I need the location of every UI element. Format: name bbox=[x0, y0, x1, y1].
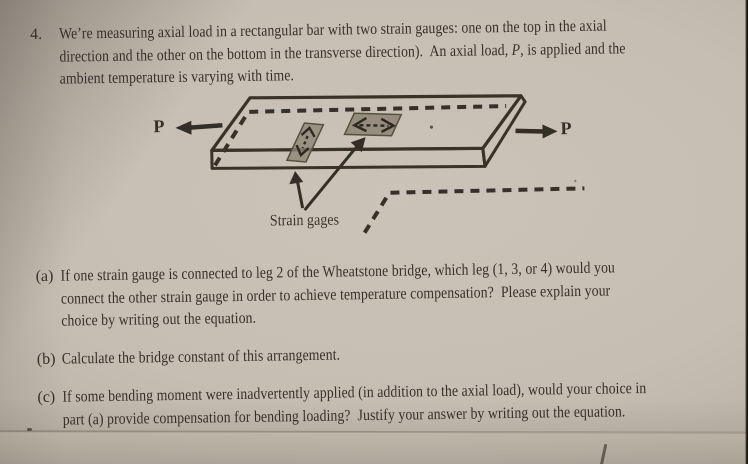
bar-drawing bbox=[138, 80, 585, 239]
right-load-label: P bbox=[560, 118, 572, 139]
statement-text: , is applied and the bbox=[520, 39, 626, 59]
left-load-arrow bbox=[188, 125, 222, 128]
gauge-pointer-arrow-left-head bbox=[289, 171, 303, 184]
part-c-line: If some bending moment were inadvertently applied (in addition to the axial load), would your choice in bbox=[62, 379, 647, 406]
part-a-label: (a) bbox=[35, 267, 54, 286]
part-a-line: If one strain gauge is connected to leg 2 of the Wheatstone bridge, which leg (1, 3, or 4) would you bbox=[60, 259, 616, 285]
part-b-line: Calculate the bridge constant of this arrangement. bbox=[61, 346, 341, 368]
part-a bbox=[35, 256, 706, 333]
question-number: 4. bbox=[29, 25, 43, 44]
left-load-arrow-head bbox=[175, 121, 191, 135]
left-load-label: P bbox=[153, 116, 165, 137]
strain-gauge-diagram bbox=[138, 80, 585, 239]
part-b bbox=[37, 344, 386, 372]
photo-speck bbox=[27, 428, 32, 431]
right-load-arrow-head bbox=[542, 124, 557, 138]
part-a-text bbox=[60, 256, 706, 333]
part-c-label: (c) bbox=[37, 388, 56, 407]
part-a-line: connect the other strain gauge in order to achieve temperature compensation? Please explain your bbox=[60, 282, 611, 308]
problem-statement bbox=[30, 14, 718, 92]
hidden-edge-dashed-line bbox=[355, 187, 585, 239]
part-a-line: choice by writing out the equation. bbox=[61, 309, 257, 330]
right-load-arrow bbox=[516, 130, 545, 131]
gauge-pointer-arrow-right bbox=[304, 144, 360, 210]
gauge-pointer-arrow-left bbox=[297, 180, 302, 208]
artifact-dot bbox=[430, 126, 433, 129]
part-c bbox=[37, 377, 742, 432]
statement-line: We’re measuring axial load in a rectangular bar with two strain gauges: one on the top in the axial bbox=[58, 17, 607, 43]
part-b-text bbox=[62, 344, 386, 371]
statement-text: direction and the other on the bottom in the transverse direction). An axial load, bbox=[59, 41, 512, 66]
paper-below-crease bbox=[0, 432, 748, 464]
problem-statement-lines bbox=[59, 14, 718, 91]
diagram-caption: Strain gages bbox=[269, 211, 340, 230]
statement-line: ambient temperature is varying with time. bbox=[59, 67, 295, 88]
part-c-line: part (a) provide compensation for bending loading? Justify your answer by writing out the equation. bbox=[62, 402, 626, 429]
part-b-label: (b) bbox=[36, 350, 56, 369]
artifact-dot bbox=[574, 180, 576, 182]
load-symbol: P bbox=[511, 41, 521, 59]
part-c-text bbox=[62, 377, 742, 432]
